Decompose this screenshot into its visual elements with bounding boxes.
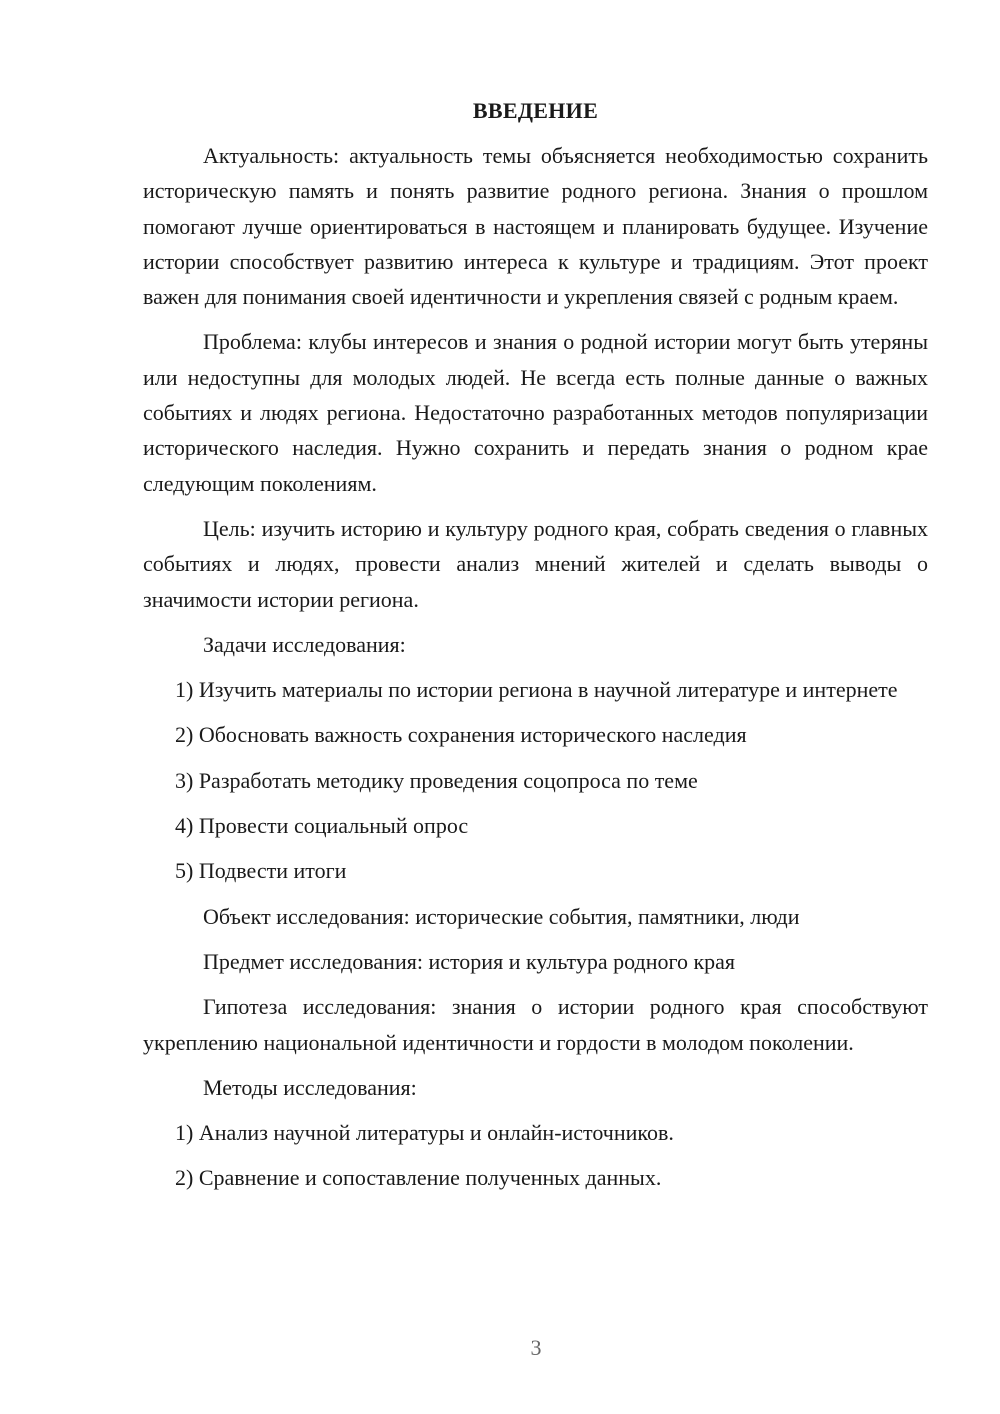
problem-paragraph: Проблема: клубы интересов и знания о родной истории могут быть утеряны или недоступны для молодых людей. Не всегда есть полные данные о важных событиях и людях региона. Недостаточно разработанных методов популяризации исторического наследия. Нужно сохранить и передать знания о родном крае следующим поколениям.: [143, 329, 928, 496]
method-item: 1) Анализ научной литературы и онлайн-источников.: [175, 1120, 674, 1146]
research-subject: Предмет исследования: история и культура родного края: [203, 948, 736, 974]
task-item: 1) Изучить материалы по истории региона в научной литературе и интернете: [175, 677, 898, 703]
page-number: 3: [530, 1335, 542, 1360]
tasks-heading: Задачи исследования:: [203, 631, 406, 657]
research-object: Объект исследования: исторические события, памятники, люди: [203, 903, 800, 929]
goal-paragraph: Цель: изучить историю и культуру родного края, собрать сведения о главных событиях и людях, провести анализ мнений жителей и сделать выводы о значимости истории региона.: [143, 515, 928, 612]
task-item: 2) Обосновать важность сохранения исторического наследия: [175, 722, 747, 748]
task-item: 4) Провести социальный опрос: [175, 813, 469, 839]
hypothesis-paragraph: Гипотеза исследования: знания о истории родного края способствуют укреплению национальной идентичности и гордости в молодом поколении.: [143, 994, 928, 1055]
section-heading: ВВЕДЕНИЕ: [472, 98, 599, 123]
task-item: 5) Подвести итоги: [175, 858, 347, 884]
methods-heading: Методы исследования:: [203, 1074, 417, 1100]
page-content: [143, 96, 928, 1206]
relevance-paragraph: Актуальность: актуальность темы объясняется необходимостью сохранить историческую память и понять развитие родного региона. Знания о прошлом помогают лучше ориентироваться в настоящем и планировать будущее. Изучение истории способствует развитию интереса к культуре и традициям. Этот проект важен для понимания своей идентичности и укрепления связей с родным краем.: [143, 143, 928, 310]
task-item: 3) Разработать методику проведения соцопроса по теме: [175, 767, 698, 793]
method-item: 2) Сравнение и сопоставление полученных данных.: [175, 1165, 662, 1191]
